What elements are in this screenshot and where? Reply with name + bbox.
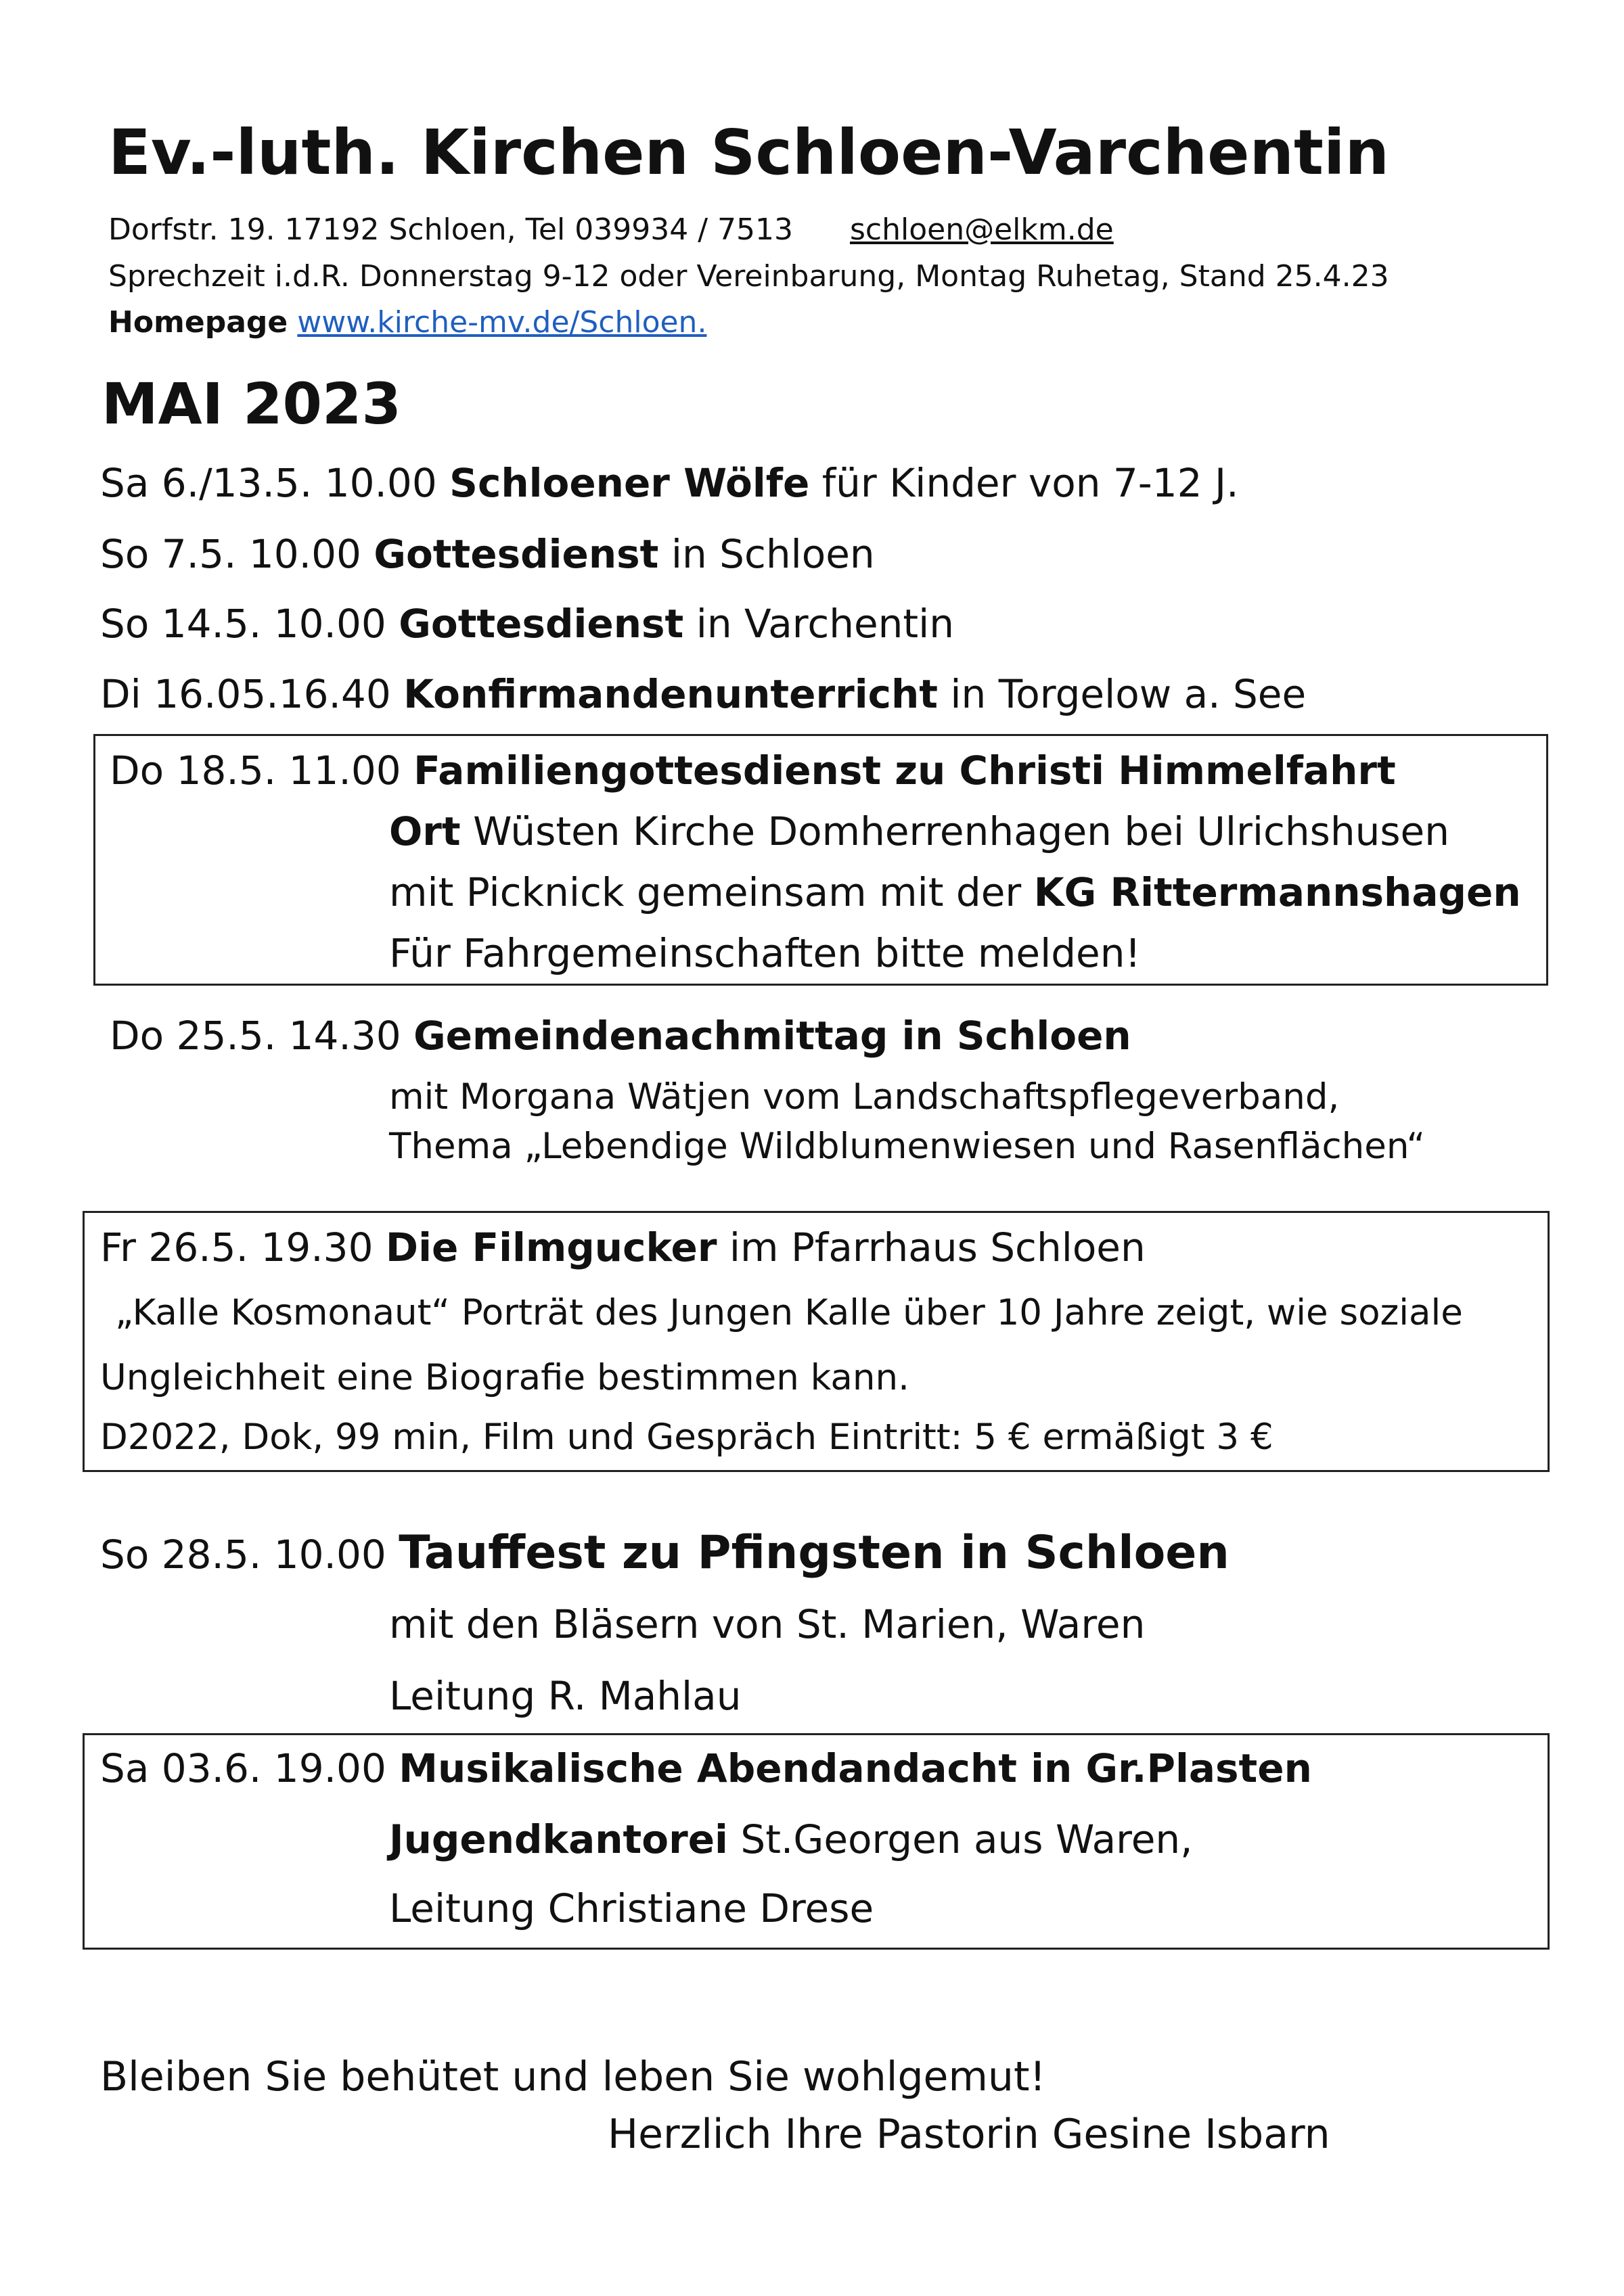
event-title: Die Filmgucker <box>385 1224 717 1270</box>
event-when: Do 18.5. 11.00 <box>110 748 401 794</box>
event-line <box>100 671 1307 717</box>
event-detail-line: Leitung Christiane Drese <box>389 1885 874 1931</box>
event-when: So 14.5. 10.00 <box>100 601 386 647</box>
month-heading: MAI 2023 <box>102 371 401 437</box>
choir-name: Jugendkantorei <box>389 1816 728 1862</box>
event-title: Schloener Wölfe <box>449 460 810 506</box>
event-when: Fr 26.5. 19.30 <box>100 1224 374 1270</box>
event-title: Familiengottesdienst zu Christi Himmelfahrt <box>413 748 1396 794</box>
event-when: So 28.5. 10.00 <box>100 1532 386 1578</box>
event-detail: im Pfarrhaus Schloen <box>729 1224 1146 1270</box>
closing-greeting: Bleiben Sie behütet und leben Sie wohlgemut! <box>100 2053 1046 2100</box>
event-detail-line: D2022, Dok, 99 min, Film und Gespräch Eintritt: 5 € ermäßigt 3 € <box>100 1417 1273 1458</box>
event-when: Sa 03.6. 19.00 <box>100 1745 386 1791</box>
event-detail: in Torgelow a. See <box>950 671 1307 717</box>
event-line <box>100 601 955 647</box>
location-text: Wüsten Kirche Domherrenhagen bei Ulrichshusen <box>473 808 1449 854</box>
homepage-line <box>108 305 707 340</box>
event-detail: St.Georgen aus Waren, <box>740 1816 1193 1862</box>
event-line <box>100 1526 1230 1580</box>
event-line <box>100 1224 1146 1270</box>
event-title: Gottesdienst <box>374 531 659 577</box>
event-line <box>100 531 875 577</box>
event-line <box>110 748 1396 794</box>
event-when: So 7.5. 10.00 <box>100 531 361 577</box>
event-detail-line: mit den Bläsern von St. Marien, Waren <box>389 1601 1146 1647</box>
event-title: Konfirmandenunterricht <box>403 671 938 717</box>
event-when: Di 16.05.16.40 <box>100 671 391 717</box>
event-when: Do 25.5. 14.30 <box>110 1013 401 1059</box>
event-line <box>100 460 1239 506</box>
event-line <box>110 1013 1131 1059</box>
address-line <box>108 212 1114 247</box>
event-detail-line: mit Morgana Wätjen vom Landschaftspflegeverband, <box>389 1076 1340 1118</box>
event-detail: in Varchentin <box>696 601 955 647</box>
event-title: Tauffest zu Pfingsten in Schloen <box>399 1526 1230 1580</box>
event-detail-line: Ungleichheit eine Biografie bestimmen kann. <box>100 1357 909 1398</box>
event-title: Gottesdienst <box>399 601 684 647</box>
event-detail-line <box>389 1816 1193 1862</box>
event-detail-line: Leitung R. Mahlau <box>389 1673 742 1719</box>
event-detail: für Kinder von 7-12 J. <box>821 460 1239 506</box>
homepage-label: Homepage <box>108 305 288 340</box>
address: Dorfstr. 19. 17192 Schloen, Tel 039934 / 7513 <box>108 212 793 247</box>
event-detail-line: „Kalle Kosmonaut“ Porträt des Jungen Kalle über 10 Jahre zeigt, wie soziale <box>115 1292 1463 1333</box>
event-title: Gemeindenachmittag in Schloen <box>413 1013 1131 1059</box>
event-when: Sa 6./13.5. 10.00 <box>100 460 437 506</box>
event-detail: in Schloen <box>671 531 875 577</box>
signature: Herzlich Ihre Pastorin Gesine Isbarn <box>608 2111 1330 2158</box>
event-detail-line: Thema „Lebendige Wildblumenwiesen und Rasenflächen“ <box>389 1126 1426 1167</box>
partner-name: KG Rittermannshagen <box>1033 869 1521 915</box>
page-title: Ev.-luth. Kirchen Schloen-Varchentin <box>108 116 1390 189</box>
event-title: Musikalische Abendandacht in Gr.Plasten <box>399 1745 1312 1791</box>
event-location <box>389 808 1449 854</box>
email-link[interactable]: schloen@elkm.de <box>850 212 1114 247</box>
event-line <box>100 1745 1312 1791</box>
event-detail: mit Picknick gemeinsam mit der <box>389 869 1022 915</box>
homepage-link[interactable]: www.kirche-mv.de/Schloen. <box>297 305 707 340</box>
location-label: Ort <box>389 808 461 854</box>
office-hours: Sprechzeit i.d.R. Donnerstag 9-12 oder Vereinbarung, Montag Ruhetag, Stand 25.4.23 <box>108 259 1389 294</box>
event-detail-line <box>389 869 1521 915</box>
event-detail-line: Für Fahrgemeinschaften bitte melden! <box>389 930 1141 976</box>
